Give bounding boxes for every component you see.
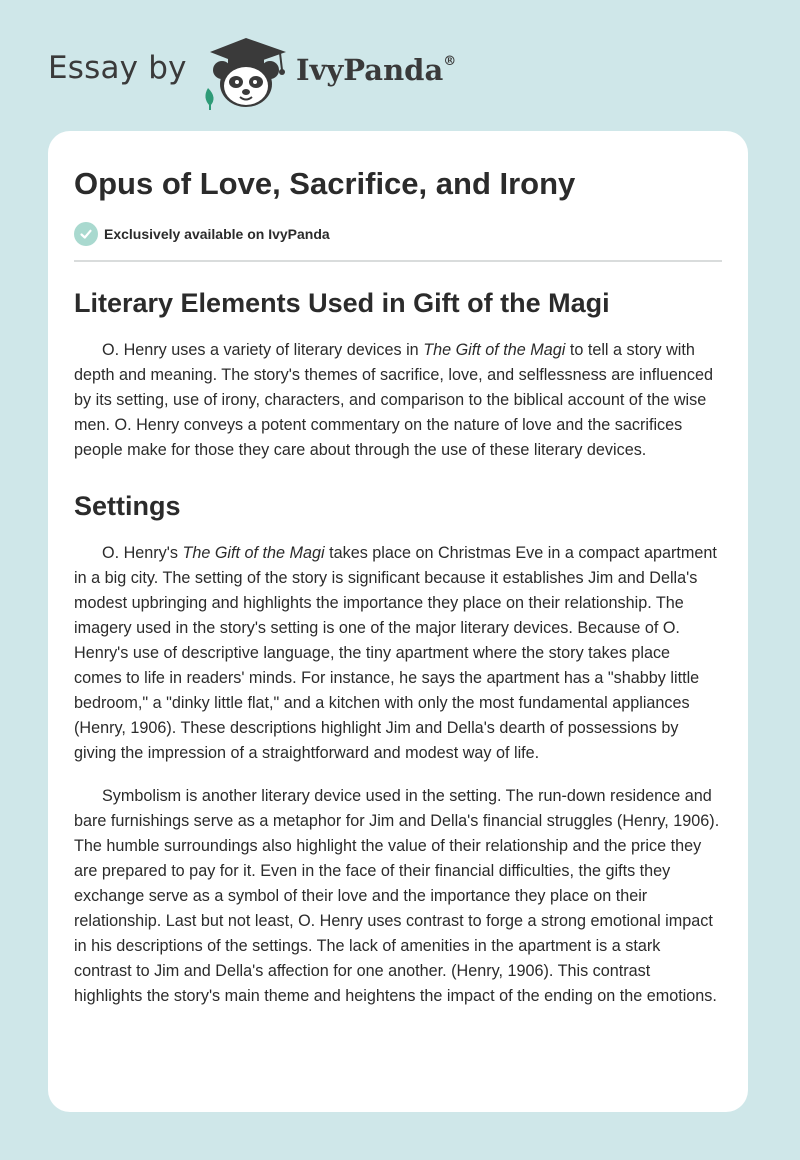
body-paragraph [74,541,722,766]
exclusive-badge [74,221,722,247]
brand-name[interactable] [296,53,456,87]
paragraph-text: to tell a story with depth and meaning. The story's themes of sacrifice, love, and selflessness are influenced by its setting, use of irony, characters, and comparison to the biblical account of the wise men. O. Henry conveys a potent commentary on the nature of love and the sacrifices people make for those they care about through the use of these literary devices. [74,341,713,459]
book-title-italic: The Gift of the Magi [423,341,566,359]
body-paragraph: Symbolism is another literary device used in the setting. The run-down residence and bare furnishings serve as a metaphor for Jim and Della's financial struggles (Henry, 1906). The humble surroundings also highlight the value of their relationship and the price they are prepared to pay for it. Even in the face of their financial difficulties, the gifts they exchange serve as a symbol of their love and the importance they place on their relationship. Last but not least, O. Henry uses contrast to forge a strong emotional impact in his descriptions of the settings. The lack of amenities in the apartment is a stark contrast to Jim and Della's affection for one another. (Henry, 1906). This contrast highlights the story's main theme and heightens the impact of the ending on the emotions. [74,787,720,1005]
section-heading-settings: Settings [74,491,181,521]
exclusive-badge-label: Exclusively available on IvyPanda [104,226,330,242]
paragraph-text: O. Henry uses a variety of literary devices in [102,341,424,359]
essay-card [48,131,748,1112]
site-header [0,0,800,130]
book-title-italic: The Gift of the Magi [182,544,325,562]
page-title: Opus of Love, Sacrifice, and Irony [74,166,576,201]
essay-by-label: Essay by [48,50,187,86]
check-circle-icon [74,222,98,246]
body-paragraph [74,338,722,463]
section-heading-literary-elements: Literary Elements Used in Gift of the Magi [74,288,610,318]
title-divider [74,260,722,262]
paragraph-text: O. Henry's [102,544,183,562]
paragraph-text: takes place on Christmas Eve in a compact apartment in a big city. The setting of the story is significant because it establishes Jim and Della's modest upbringing and highlights the importance they place on their relationship. The imagery used in the story's setting is one of the major literary devices. Because of O. Henry's use of descriptive language, the tiny apartment where the story takes place comes to life in readers' minds. For instance, he says the apartment has a "shabby little bedroom," a "dinky little flat," and a kitchen with only the most fundamental appliances (Henry, 1906). These descriptions highlight Jim and Della's dearth of possessions by giving the impression of a straightforward and modest way of life. [74,544,717,762]
registered-mark: ® [443,54,457,70]
panda-logo-icon[interactable] [200,36,292,110]
brand-name-text: IvyPanda [296,53,444,87]
